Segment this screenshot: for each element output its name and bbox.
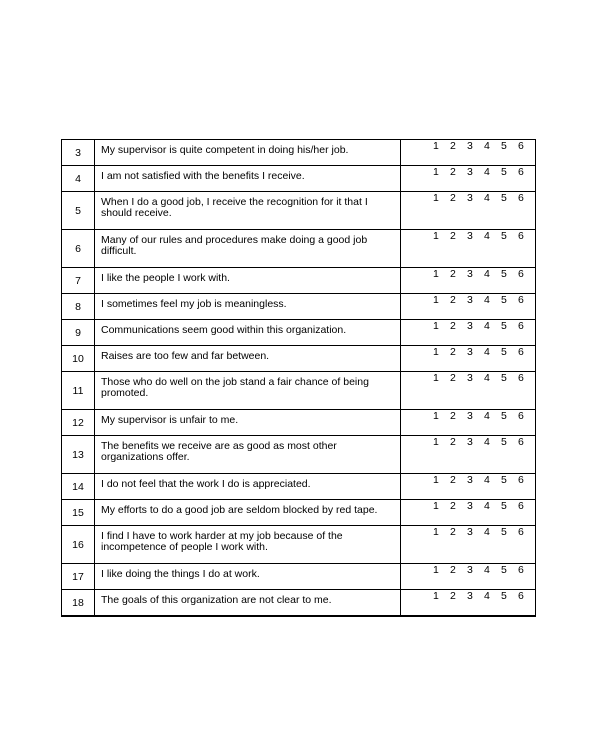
rating-option[interactable]: 4: [484, 140, 490, 152]
rating-scale-cell: [401, 346, 536, 372]
rating-option[interactable]: 3: [467, 564, 473, 576]
rating-scale: [401, 347, 535, 358]
item-statement: Many of our rules and procedures make doing a good job difficult.: [95, 230, 401, 268]
rating-option[interactable]: 6: [518, 564, 524, 576]
rating-scale: [401, 295, 535, 306]
item-number-cell: [62, 410, 95, 436]
rating-option[interactable]: 5: [501, 436, 507, 448]
rating-option[interactable]: 4: [484, 192, 490, 204]
item-statement: Communications seem good within this organization.: [95, 320, 401, 346]
item-statement: Raises are too few and far between.: [95, 346, 401, 372]
table-row: [62, 294, 536, 320]
item-statement: I like doing the things I do at work.: [95, 564, 401, 590]
rating-option[interactable]: 4: [484, 166, 490, 178]
rating-option[interactable]: 3: [467, 474, 473, 486]
item-number-cell: [62, 192, 95, 230]
item-statement: I find I have to work harder at my job because of the incompetence of people I work with.: [95, 526, 401, 564]
item-number: 4: [75, 172, 81, 185]
rating-scale: [401, 411, 535, 422]
rating-scale-cell: [401, 192, 536, 230]
item-number-cell: [62, 436, 95, 474]
item-number: 3: [75, 146, 81, 159]
item-statement: I sometimes feel my job is meaningless.: [95, 294, 401, 320]
rating-scale: [401, 591, 535, 602]
item-number-cell: [62, 166, 95, 192]
rating-option[interactable]: 5: [501, 140, 507, 152]
rating-option[interactable]: 3: [467, 268, 473, 280]
rating-option[interactable]: 6: [518, 166, 524, 178]
rating-option[interactable]: 2: [450, 346, 456, 358]
rating-option[interactable]: 2: [450, 320, 456, 332]
item-number-cell: [62, 230, 95, 268]
item-number-cell: [62, 140, 95, 166]
rating-option[interactable]: 3: [467, 346, 473, 358]
rating-option[interactable]: 1: [433, 166, 439, 178]
table-row: [62, 320, 536, 346]
rating-option[interactable]: 4: [484, 230, 490, 242]
rating-scale: [401, 565, 535, 576]
rating-option[interactable]: 3: [467, 192, 473, 204]
item-number-cell: [62, 526, 95, 564]
item-number: 15: [72, 506, 84, 519]
rating-scale: [401, 475, 535, 486]
table-row: [62, 230, 536, 268]
rating-option[interactable]: 2: [450, 436, 456, 448]
rating-option[interactable]: 6: [518, 474, 524, 486]
item-number: 14: [72, 480, 84, 493]
rating-option[interactable]: 3: [467, 230, 473, 242]
rating-option[interactable]: 1: [433, 410, 439, 422]
rating-scale-cell: [401, 230, 536, 268]
rating-option[interactable]: 5: [501, 192, 507, 204]
rating-option[interactable]: 3: [467, 320, 473, 332]
table-row: [62, 436, 536, 474]
item-number: 17: [72, 570, 84, 583]
item-number: 6: [75, 242, 81, 255]
rating-option[interactable]: 3: [467, 372, 473, 384]
rating-option[interactable]: 6: [518, 230, 524, 242]
rating-option[interactable]: 1: [433, 526, 439, 538]
rating-option[interactable]: 5: [501, 294, 507, 306]
rating-option[interactable]: 4: [484, 436, 490, 448]
rating-scale-cell: [401, 590, 536, 617]
rating-option[interactable]: 3: [467, 140, 473, 152]
rating-option[interactable]: 2: [450, 294, 456, 306]
rating-option[interactable]: 3: [467, 410, 473, 422]
rating-scale: [401, 437, 535, 448]
rating-option[interactable]: 4: [484, 346, 490, 358]
rating-scale-cell: [401, 294, 536, 320]
rating-option[interactable]: 3: [467, 500, 473, 512]
rating-option[interactable]: 1: [433, 590, 439, 602]
item-number-cell: [62, 294, 95, 320]
item-statement: The goals of this organization are not clear to me.: [95, 590, 401, 617]
rating-scale-cell: [401, 500, 536, 526]
item-statement: I do not feel that the work I do is appreciated.: [95, 474, 401, 500]
rating-option[interactable]: 1: [433, 320, 439, 332]
rating-option[interactable]: 4: [484, 294, 490, 306]
table-row: [62, 474, 536, 500]
rating-option[interactable]: 3: [467, 294, 473, 306]
rating-option[interactable]: 5: [501, 320, 507, 332]
rating-scale: [401, 269, 535, 280]
table-row: [62, 564, 536, 590]
rating-scale: [401, 141, 535, 152]
item-number-cell: [62, 474, 95, 500]
table-row: [62, 590, 536, 617]
rating-scale-cell: [401, 526, 536, 564]
rating-option[interactable]: 2: [450, 564, 456, 576]
rating-option[interactable]: 5: [501, 500, 507, 512]
rating-option[interactable]: 2: [450, 192, 456, 204]
item-number: 18: [72, 596, 84, 609]
rating-scale-cell: [401, 410, 536, 436]
rating-option[interactable]: 4: [484, 320, 490, 332]
rating-option[interactable]: 4: [484, 372, 490, 384]
table-row: [62, 140, 536, 166]
rating-option[interactable]: 1: [433, 372, 439, 384]
item-number: 13: [72, 448, 84, 461]
rating-option[interactable]: 6: [518, 372, 524, 384]
rating-option[interactable]: 3: [467, 526, 473, 538]
survey-table: [61, 139, 536, 617]
rating-scale: [401, 321, 535, 332]
rating-scale-cell: [401, 436, 536, 474]
rating-option[interactable]: 1: [433, 436, 439, 448]
rating-option[interactable]: 4: [484, 410, 490, 422]
item-number-cell: [62, 564, 95, 590]
item-statement: My supervisor is quite competent in doing his/her job.: [95, 140, 401, 166]
rating-option[interactable]: 2: [450, 410, 456, 422]
rating-option[interactable]: 1: [433, 230, 439, 242]
rating-option[interactable]: 6: [518, 140, 524, 152]
rating-option[interactable]: 5: [501, 268, 507, 280]
rating-option[interactable]: 4: [484, 564, 490, 576]
rating-option[interactable]: 5: [501, 230, 507, 242]
rating-option[interactable]: 2: [450, 474, 456, 486]
rating-option[interactable]: 2: [450, 268, 456, 280]
rating-option[interactable]: 1: [433, 294, 439, 306]
rating-option[interactable]: 4: [484, 268, 490, 280]
rating-option[interactable]: 3: [467, 590, 473, 602]
item-statement: When I do a good job, I receive the recognition for it that I should receive.: [95, 192, 401, 230]
item-number: 8: [75, 300, 81, 313]
rating-option[interactable]: 5: [501, 166, 507, 178]
item-number: 9: [75, 326, 81, 339]
item-number-cell: [62, 268, 95, 294]
rating-option[interactable]: 1: [433, 192, 439, 204]
rating-scale-cell: [401, 268, 536, 294]
rating-option[interactable]: 6: [518, 500, 524, 512]
rating-scale-cell: [401, 474, 536, 500]
rating-option[interactable]: 4: [484, 590, 490, 602]
item-statement: The benefits we receive are as good as most other organizations offer.: [95, 436, 401, 474]
rating-option[interactable]: 2: [450, 372, 456, 384]
table-row: [62, 500, 536, 526]
table-row: [62, 346, 536, 372]
rating-option[interactable]: 2: [450, 166, 456, 178]
rating-option[interactable]: 5: [501, 590, 507, 602]
rating-option[interactable]: 5: [501, 346, 507, 358]
rating-option[interactable]: 5: [501, 526, 507, 538]
item-number: 5: [75, 204, 81, 217]
item-number-cell: [62, 590, 95, 617]
rating-option[interactable]: 3: [467, 436, 473, 448]
rating-scale-cell: [401, 166, 536, 192]
rating-option[interactable]: 6: [518, 346, 524, 358]
item-number-cell: [62, 346, 95, 372]
item-statement: My efforts to do a good job are seldom blocked by red tape.: [95, 500, 401, 526]
rating-scale: [401, 501, 535, 512]
rating-option[interactable]: 6: [518, 320, 524, 332]
rating-option[interactable]: 2: [450, 500, 456, 512]
item-statement: I am not satisfied with the benefits I receive.: [95, 166, 401, 192]
rating-scale: [401, 373, 535, 384]
rating-scale-cell: [401, 564, 536, 590]
item-statement: My supervisor is unfair to me.: [95, 410, 401, 436]
rating-option[interactable]: 1: [433, 346, 439, 358]
rating-option[interactable]: 6: [518, 526, 524, 538]
rating-option[interactable]: 1: [433, 564, 439, 576]
table-row: [62, 526, 536, 564]
rating-scale: [401, 527, 535, 538]
rating-scale: [401, 193, 535, 204]
rating-option[interactable]: 6: [518, 294, 524, 306]
rating-option[interactable]: 4: [484, 500, 490, 512]
rating-option[interactable]: 6: [518, 410, 524, 422]
item-number: 12: [72, 416, 84, 429]
item-number: 10: [72, 352, 84, 365]
item-number-cell: [62, 500, 95, 526]
rating-option[interactable]: 2: [450, 526, 456, 538]
table-row: [62, 268, 536, 294]
rating-option[interactable]: 1: [433, 268, 439, 280]
table-row: [62, 410, 536, 436]
rating-option[interactable]: 6: [518, 590, 524, 602]
item-number-cell: [62, 372, 95, 410]
rating-option[interactable]: 4: [484, 474, 490, 486]
table-row: [62, 192, 536, 230]
rating-option[interactable]: 4: [484, 526, 490, 538]
rating-option[interactable]: 3: [467, 166, 473, 178]
rating-option[interactable]: 5: [501, 410, 507, 422]
rating-scale: [401, 231, 535, 242]
item-number-cell: [62, 320, 95, 346]
rating-option[interactable]: 2: [450, 590, 456, 602]
table-row: [62, 166, 536, 192]
rating-scale: [401, 167, 535, 178]
item-number: 16: [72, 538, 84, 551]
table-row: [62, 372, 536, 410]
rating-option[interactable]: 2: [450, 140, 456, 152]
rating-option[interactable]: 2: [450, 230, 456, 242]
rating-option[interactable]: 1: [433, 500, 439, 512]
item-statement: Those who do well on the job stand a fair chance of being promoted.: [95, 372, 401, 410]
rating-option[interactable]: 6: [518, 268, 524, 280]
rating-scale-cell: [401, 372, 536, 410]
rating-option[interactable]: 6: [518, 436, 524, 448]
item-number: 7: [75, 274, 81, 287]
survey-table-body: [62, 140, 536, 617]
rating-scale-cell: [401, 320, 536, 346]
item-number: 11: [72, 384, 84, 397]
rating-option[interactable]: 5: [501, 372, 507, 384]
rating-option[interactable]: 5: [501, 474, 507, 486]
item-statement: I like the people I work with.: [95, 268, 401, 294]
rating-option[interactable]: 6: [518, 192, 524, 204]
rating-option[interactable]: 1: [433, 474, 439, 486]
rating-scale-cell: [401, 140, 536, 166]
rating-option[interactable]: 5: [501, 564, 507, 576]
rating-option[interactable]: 1: [433, 140, 439, 152]
